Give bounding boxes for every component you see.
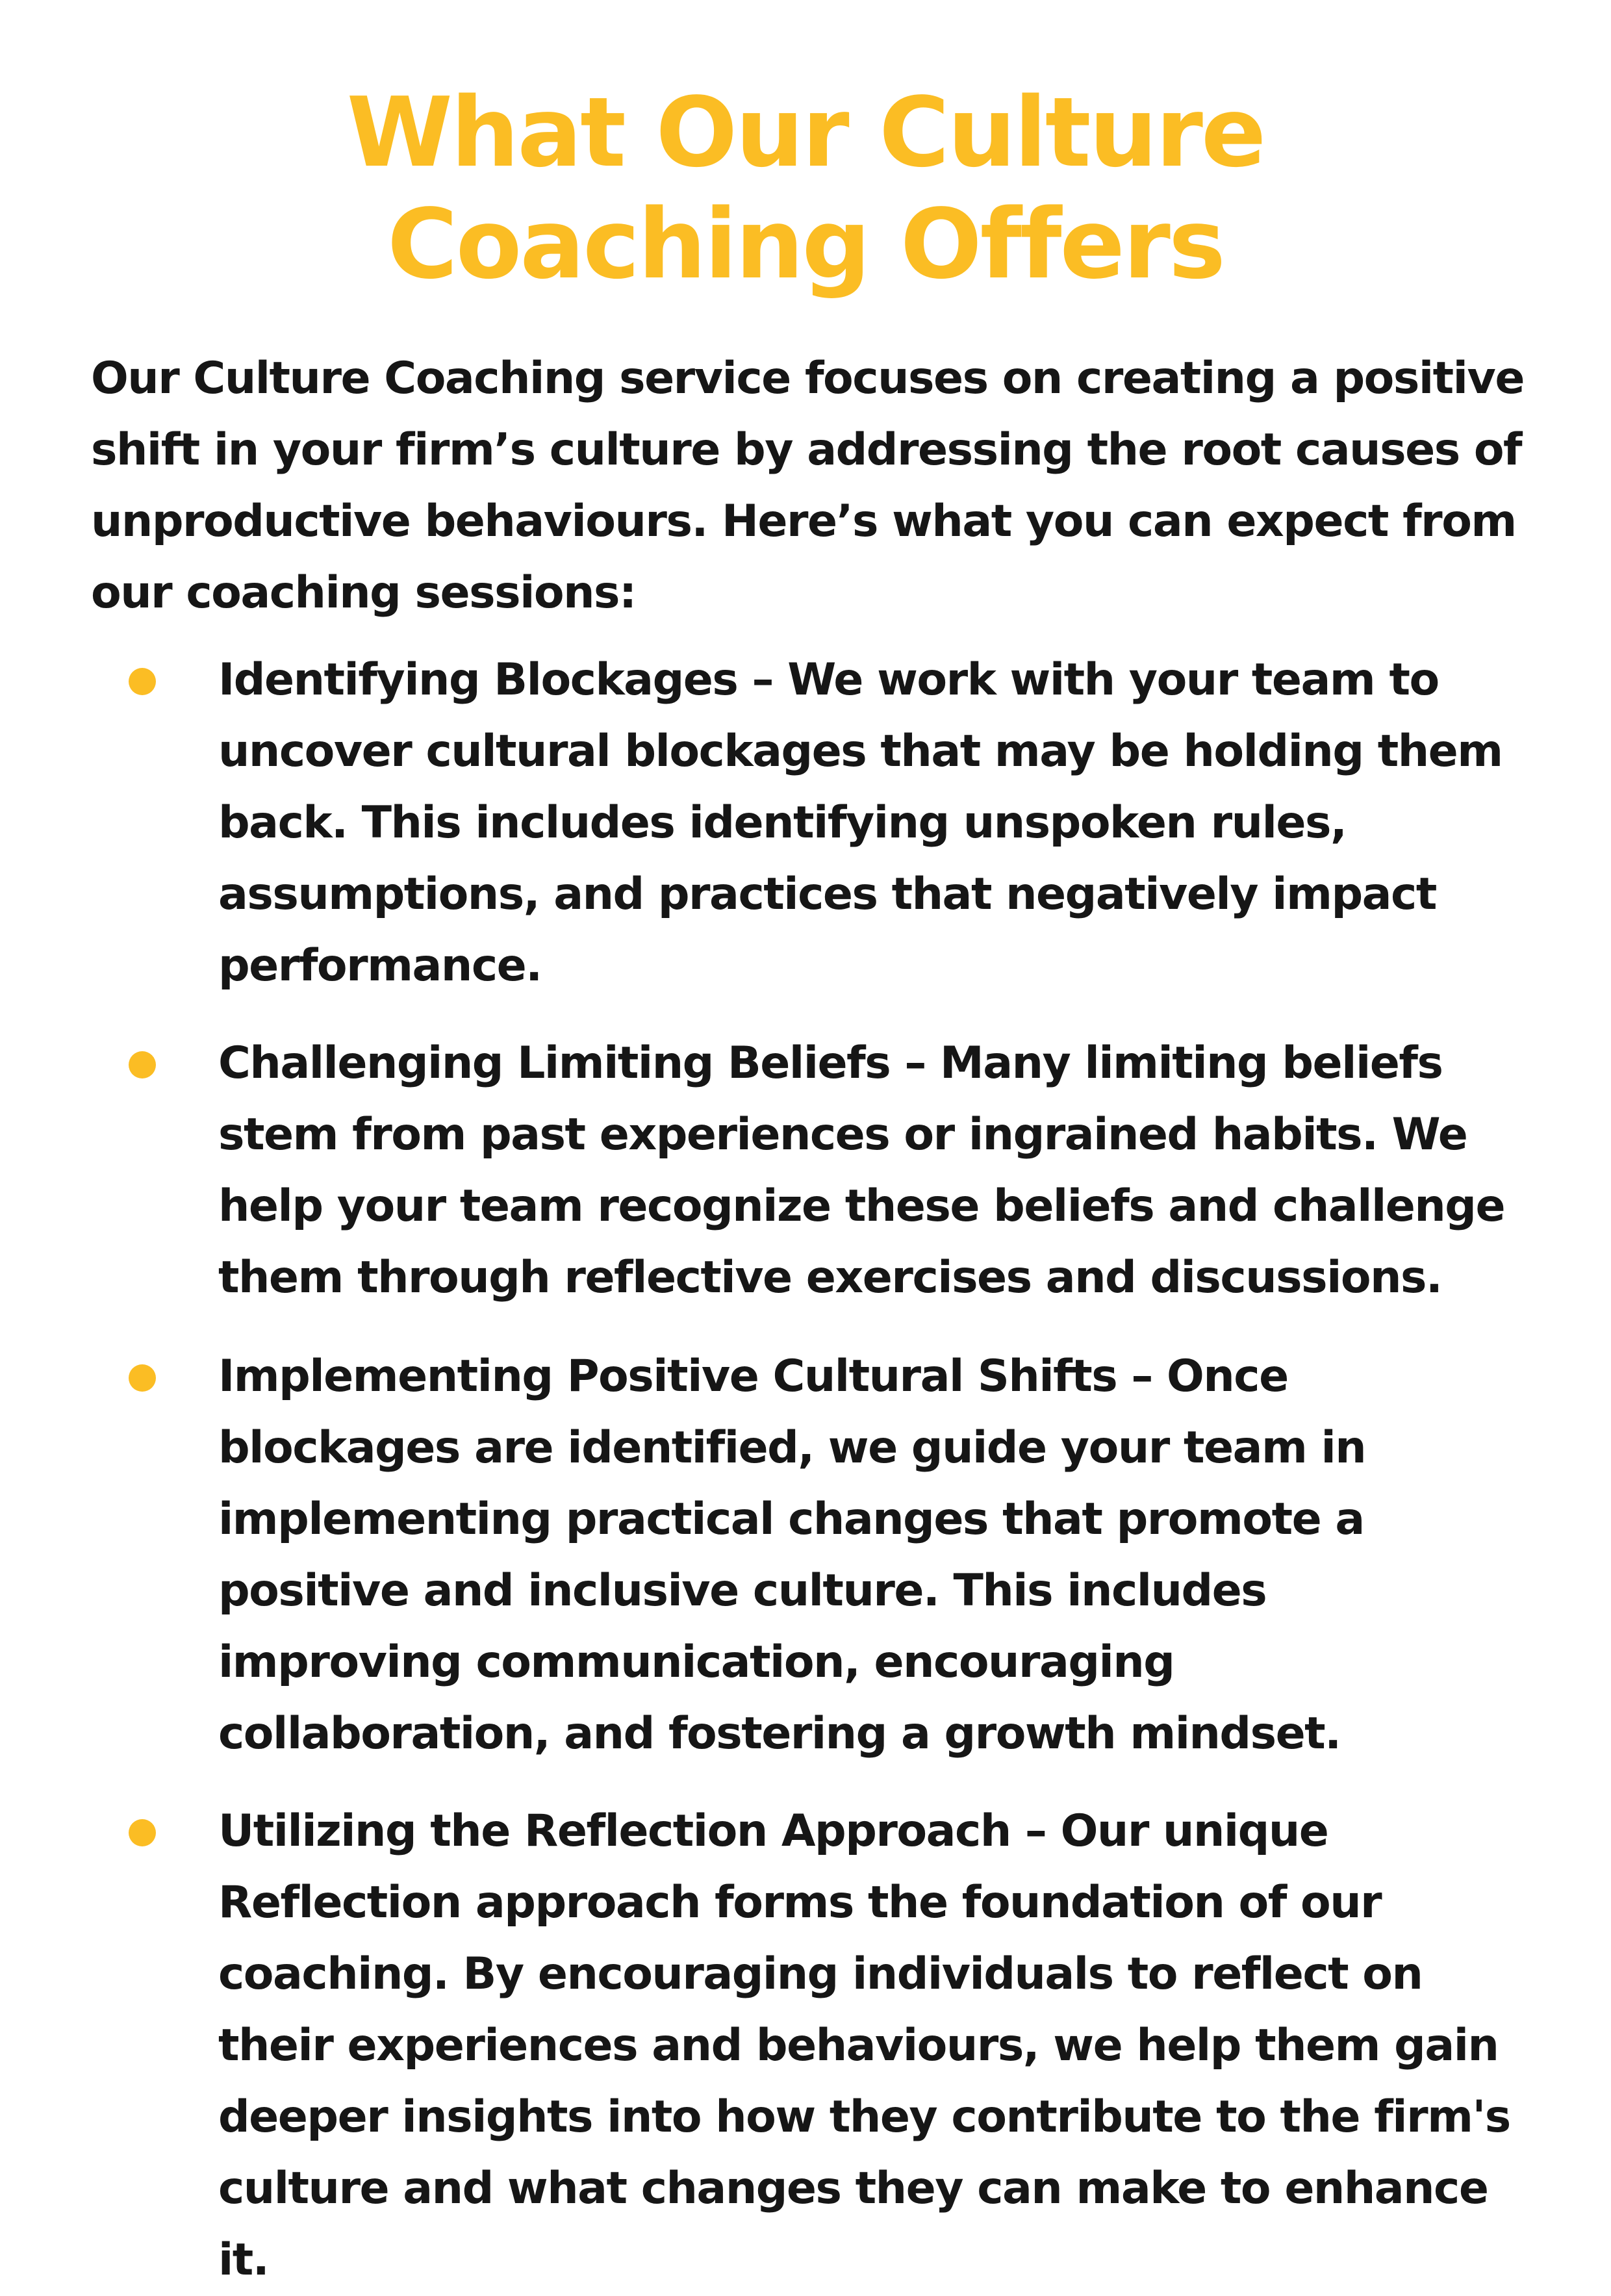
bullet-dot-icon — [129, 1051, 156, 1078]
bullet-dot-icon — [129, 1364, 156, 1392]
list-item-text: Implementing Positive Cultural Shifts – Once blockages are identified, we guide your team in implementing practical changes that promote a positive and inclusive culture. This includes improving communication, encouraging collaboration, and fostering a growth mindset. — [218, 1351, 1366, 1759]
intro-paragraph: Our Culture Coaching service focuses on creating a positive shift in your firm’s culture by addressing the root causes of unproductive behaviours. Here’s what you can expect from our coaching sessions: — [91, 353, 1524, 619]
page-title: What Our Culture Coaching Offers — [346, 77, 1265, 300]
list-item-text: Identifying Blockages – We work with your team to uncover cultural blockages that may be holding them back. This includes identifying unspoken rules, assumptions, and practices that negatively impact performance. — [218, 654, 1503, 991]
bullet-dot-icon — [129, 668, 156, 695]
bullet-dot-icon — [129, 1819, 156, 1846]
list-item-text: Challenging Limiting Beliefs – Many limiting beliefs stem from past experiences or ingrained habits. We help your team recognize these beliefs and challenge them through reflective exercises and discussions. — [218, 1038, 1505, 1303]
list-item-text: Utilizing the Reflection Approach – Our unique Reflection approach forms the foundation of our coaching. By encouraging individuals to reflect on their experiences and behaviours, we help them gain deeper insights into how they contribute to the firm's culture and what changes they can make to enhance it. — [218, 1805, 1510, 2286]
